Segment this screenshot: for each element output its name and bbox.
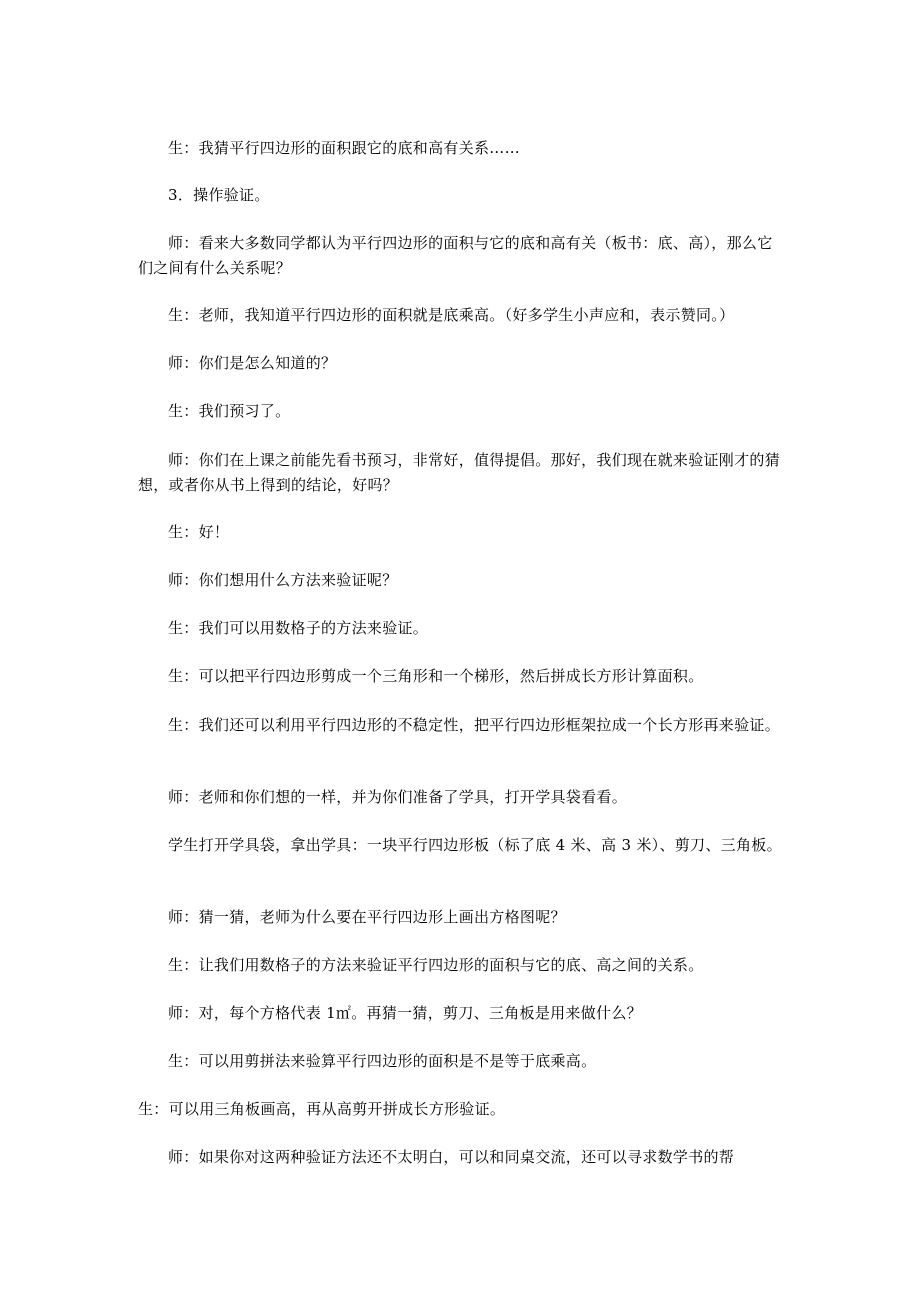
paragraph-3: 师：看来大多数同学都认为平行四边形的面积与它的底和高有关（板书：底、高），那么它们之间有什么关系呢？ (138, 234, 773, 277)
paragraph-12: 生：我们还可以利用平行四边形的不稳定性，把平行四边形框架拉成一个长方形再来验证。 (168, 716, 781, 734)
paragraph-1: 生：我猜平行四边形的面积跟它的底和高有关系…… (168, 139, 520, 157)
paragraph-18: 生：可以用剪拼法来验算平行四边形的面积是不是等于底乘高。 (168, 1052, 597, 1070)
paragraph-16: 生：让我们用数格子的方法来验证平行四边形的面积与它的底、高之间的关系。 (168, 956, 704, 974)
paragraph-19: 生：可以用三角板画高，再从高剪开拼成长方形验证。 (138, 1100, 506, 1118)
paragraph-17: 师：对，每个方格代表 1㎡。再猜一猜，剪刀、三角板是用来做什么？ (168, 1004, 642, 1022)
paragraph-2: 3．操作验证。 (168, 186, 270, 204)
paragraph-20: 师：如果你对这两种验证方法还不太明白，可以和同桌交流，还可以寻求数学书的帮 (168, 1148, 735, 1166)
paragraph-14: 学生打开学具袋，拿出学具：一块平行四边形板（标了底 4 米、高 3 米）、剪刀、三角板。 (168, 836, 782, 854)
paragraph-10: 生：我们可以用数格子的方法来验证。 (168, 619, 429, 637)
paragraph-13: 师：老师和你们想的一样，并为你们准备了学具，打开学具袋看看。 (168, 788, 628, 806)
paragraph-15: 师：猜一猜，老师为什么要在平行四边形上画出方格图呢？ (168, 908, 566, 926)
paragraph-6: 生：我们预习了。 (168, 402, 291, 420)
paragraph-7: 师：你们在上课之前能先看书预习，非常好，值得提倡。那好，我们现在就来验证刚才的猜想，或者你从书上得到的结论，好吗？ (138, 451, 781, 494)
paragraph-8: 生：好！ (168, 523, 230, 541)
paragraph-11: 生：可以把平行四边形剪成一个三角形和一个梯形，然后拼成长方形计算面积。 (168, 667, 704, 685)
paragraph-5: 师：你们是怎么知道的？ (168, 354, 337, 372)
paragraph-4: 生：老师，我知道平行四边形的面积就是底乘高。（好多学生小声应和，表示赞同。） (168, 306, 735, 324)
paragraph-9: 师：你们想用什么方法来验证呢？ (168, 571, 398, 589)
